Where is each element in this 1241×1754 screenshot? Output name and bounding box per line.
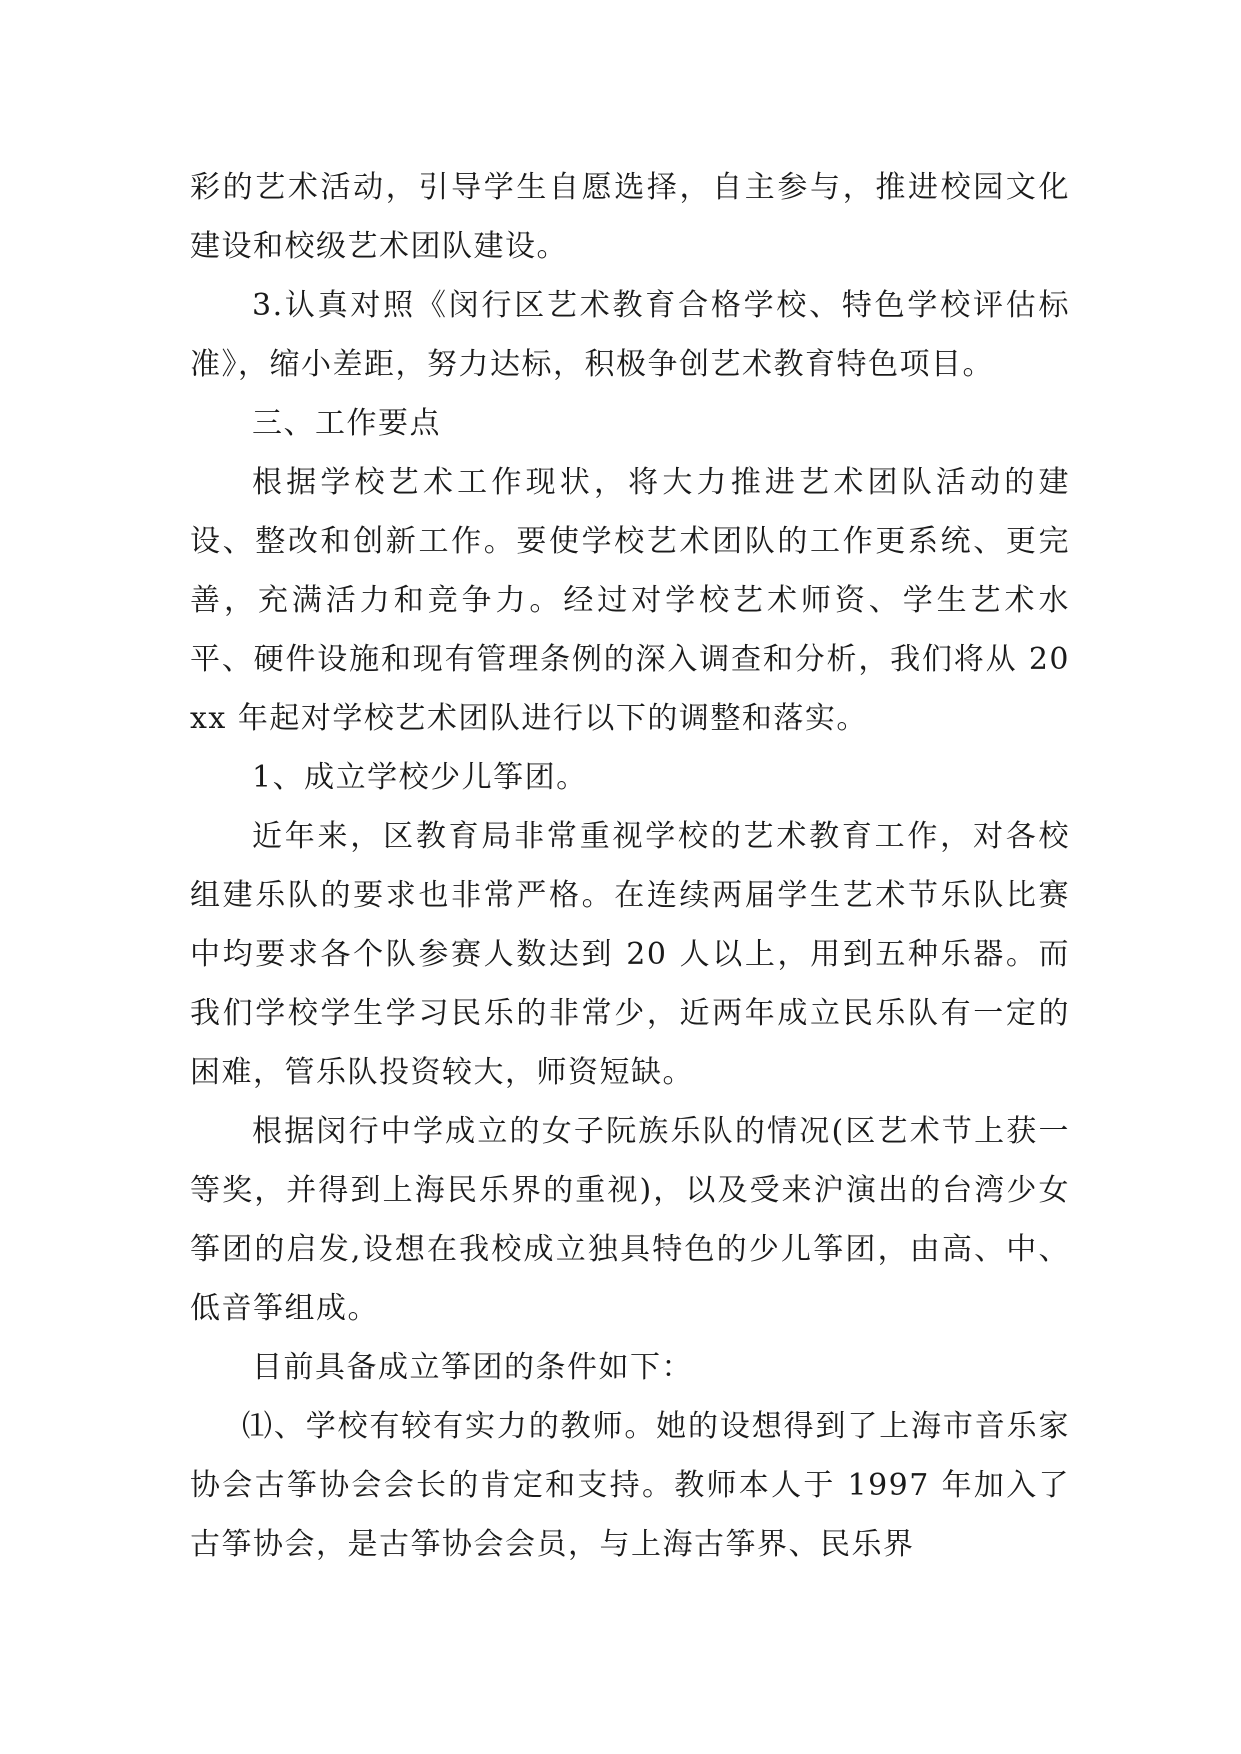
item-heading-zheng-group: 1、成立学校少儿筝团。 — [252, 760, 588, 795]
paragraph-condition-teacher: ⑴、学校有较有实力的教师。她的设想得到了上海市音乐家协会古筝协会会长的肯定和支持。教师本人于 1997 年加入了古筝协会，是古筝协会会员，与上海古筝界、民乐界 — [190, 1409, 1070, 1562]
paragraph-recent-years: 近年来，区教育局非常重视学校的艺术教育工作，对各校组建乐队的要求也非常严格。在连续两届学生艺术节乐队比赛中均要求各个队参赛人数达到 20 人以上，用到五种乐器。而我们学校学生学习民乐的非常少，近两年成立民乐队有一定的困难，管乐队投资较大，师资短缺。 — [190, 819, 1070, 1090]
paragraph-art-activities: 彩的艺术活动，引导学生自愿选择，自主参与，推进校园文化建设和校级艺术团队建设。 — [190, 170, 1070, 264]
paragraph-minhang-school: 根据闵行中学成立的女子阮族乐队的情况(区艺术节上获一等奖，并得到上海民乐界的重视)，以及受来沪演出的台湾少女筝团的启发,设想在我校成立独具特色的少儿筝团，由高、中、低音筝组成。 — [190, 1114, 1070, 1326]
section-heading-work-points: 三、工作要点 — [252, 406, 441, 441]
paragraph-conditions-intro: 目前具备成立筝团的条件如下： — [252, 1350, 693, 1385]
document-body — [190, 158, 1070, 1574]
paragraph-work-status: 根据学校艺术工作现状，将大力推进艺术团队活动的建设、整改和创新工作。要使学校艺术团队的工作更系统、更完善，充满活力和竞争力。经过对学校艺术师资、学生艺术水平、硬件设施和现有管理条例的深入调查和分析，我们将从 20xx 年起对学校艺术团队进行以下的调整和落实。 — [190, 465, 1070, 736]
paragraph-evaluation-standard: 3.认真对照《闵行区艺术教育合格学校、特色学校评估标准》，缩小差距，努力达标，积极争创艺术教育特色项目。 — [190, 288, 1070, 382]
